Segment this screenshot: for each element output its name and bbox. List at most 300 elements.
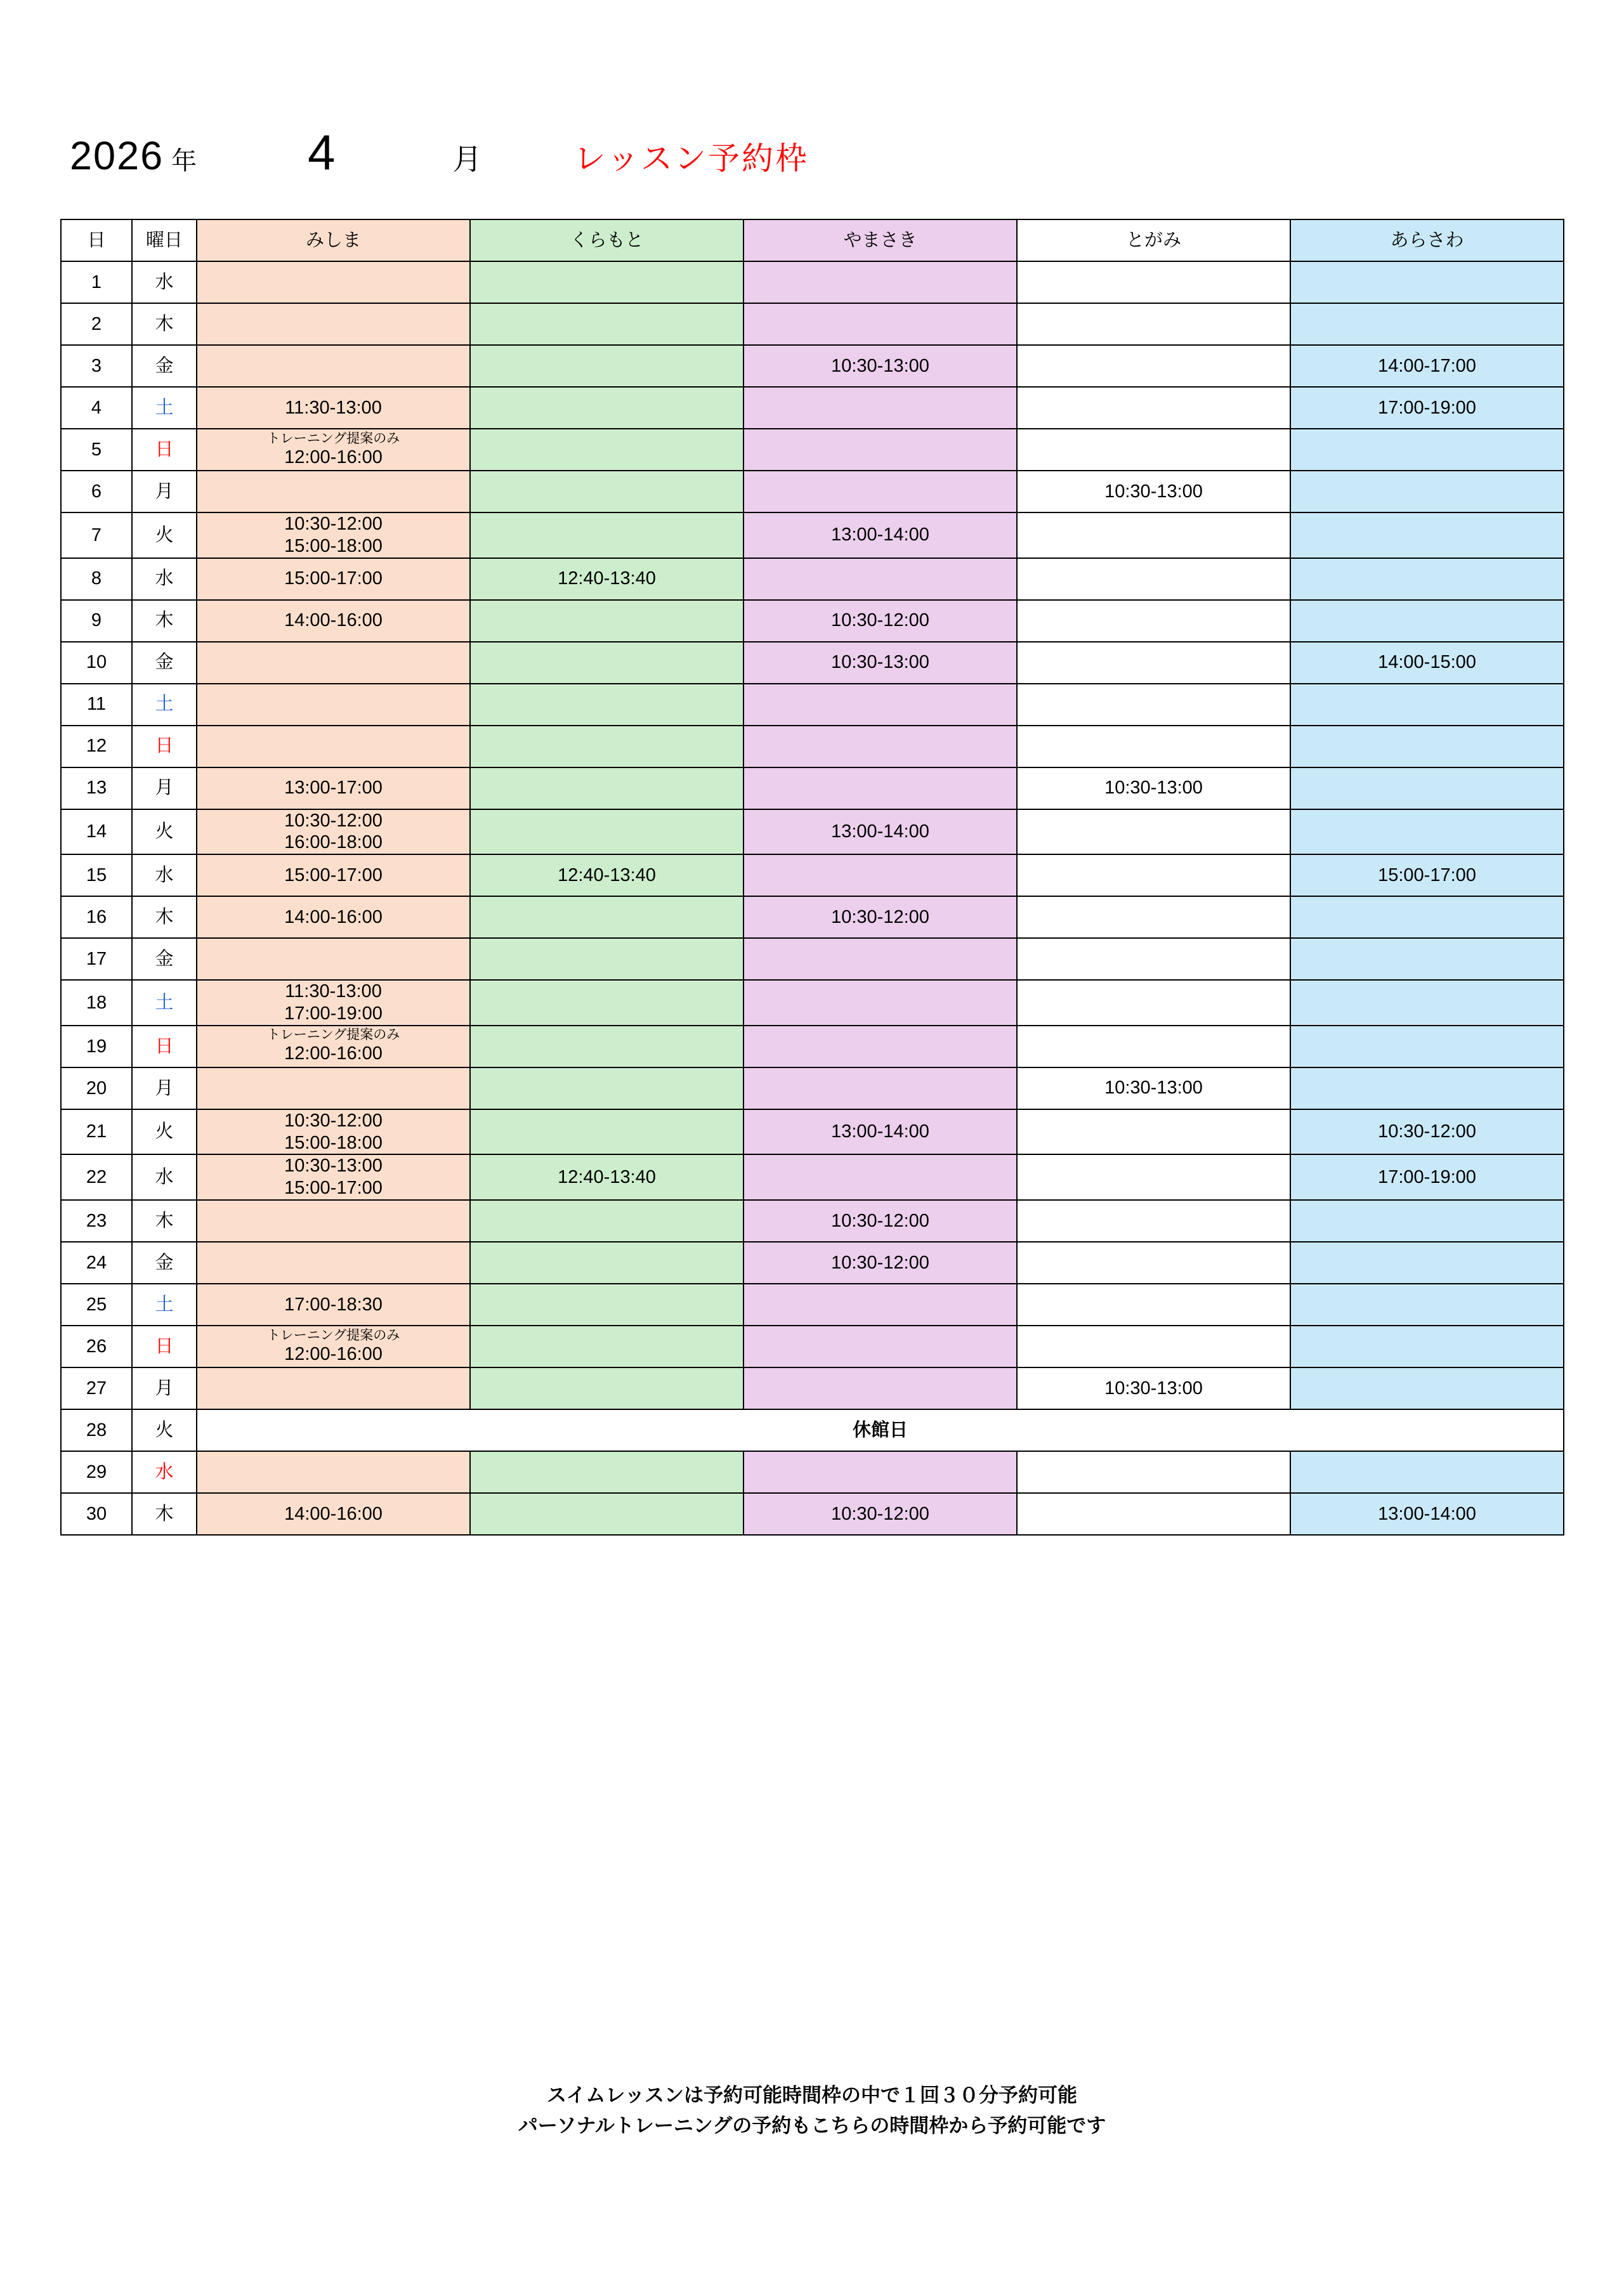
cell-slot-arasawa[interactable]	[1290, 303, 1564, 345]
cell-day-of-week: 日	[132, 1026, 197, 1067]
cell-day-of-week: 月	[132, 1067, 197, 1109]
cell-slot-togami[interactable]	[1017, 387, 1290, 429]
cell-day-of-week: 月	[132, 767, 197, 809]
cell-slot-kuramoto[interactable]	[470, 1200, 743, 1242]
slot-time: 13:00-14:00	[831, 1121, 929, 1142]
slot-time: 10:30-13:00	[831, 652, 929, 673]
cell-day-of-week: 水	[132, 1451, 197, 1493]
cell-slot-togami[interactable]	[1017, 471, 1290, 512]
cell-slot-arasawa[interactable]	[1290, 558, 1564, 600]
table-row	[61, 1067, 1564, 1109]
table-row	[61, 600, 1564, 642]
cell-slot-arasawa[interactable]	[1290, 1451, 1564, 1493]
cell-slot-arasawa[interactable]	[1290, 1067, 1564, 1109]
cell-slot-arasawa[interactable]	[1290, 809, 1564, 855]
cell-slot-mishima[interactable]	[197, 854, 470, 896]
slot-note: トレーニング提案のみ	[266, 1327, 400, 1343]
cell-slot-kuramoto[interactable]	[470, 980, 743, 1026]
cell-slot-kuramoto[interactable]	[470, 1451, 743, 1493]
cell-day-of-week: 土	[132, 980, 197, 1026]
cell-slot-arasawa[interactable]	[1290, 1200, 1564, 1242]
cell-day-of-week: 木	[132, 1200, 197, 1242]
slot-time: 10:30-12:00	[831, 1252, 929, 1273]
table-header-row	[61, 219, 1564, 261]
slot-time: 12:00-16:00	[284, 1043, 383, 1064]
slot-time: 15:00-17:00	[1378, 864, 1476, 885]
header-day: 日	[61, 219, 132, 261]
table-row	[61, 726, 1564, 767]
slot-note: トレーニング提案のみ	[266, 1027, 400, 1043]
cell-slot-kuramoto[interactable]	[470, 345, 743, 387]
table-row	[61, 1154, 1564, 1200]
slot-time: 10:30-13:00	[1104, 481, 1203, 502]
cell-slot-arasawa[interactable]	[1290, 854, 1564, 896]
slot-time: 13:00-14:00	[831, 821, 929, 842]
cell-slot-yamasaki[interactable]	[743, 1326, 1017, 1367]
slot-time: 10:30-12:00	[831, 610, 929, 631]
cell-slot-togami[interactable]	[1017, 1109, 1290, 1155]
cell-slot-arasawa[interactable]	[1290, 726, 1564, 767]
cell-day-number: 14	[61, 809, 132, 855]
cell-slot-kuramoto[interactable]	[470, 1367, 743, 1409]
cell-slot-kuramoto[interactable]	[470, 512, 743, 558]
slot-time: 16:00-18:00	[284, 832, 383, 853]
slot-time: 13:00-14:00	[1378, 1503, 1476, 1524]
table-row	[61, 809, 1564, 855]
cell-slot-yamasaki[interactable]	[743, 558, 1017, 600]
cell-slot-yamasaki[interactable]	[743, 1367, 1017, 1409]
cell-slot-yamasaki[interactable]	[743, 1242, 1017, 1284]
cell-slot-mishima[interactable]	[197, 1367, 470, 1409]
cell-day-of-week: 金	[132, 1242, 197, 1284]
cell-slot-yamasaki[interactable]	[743, 429, 1017, 471]
cell-slot-togami[interactable]	[1017, 1367, 1290, 1409]
cell-slot-arasawa[interactable]	[1290, 1326, 1564, 1367]
cell-slot-yamasaki[interactable]	[743, 809, 1017, 855]
cell-slot-togami[interactable]	[1017, 767, 1290, 809]
cell-slot-togami[interactable]	[1017, 1451, 1290, 1493]
cell-slot-yamasaki[interactable]	[743, 767, 1017, 809]
cell-slot-yamasaki[interactable]	[743, 980, 1017, 1026]
cell-slot-yamasaki[interactable]	[743, 938, 1017, 980]
cell-day-number: 22	[61, 1154, 132, 1200]
cell-day-number: 20	[61, 1067, 132, 1109]
cell-slot-arasawa[interactable]	[1290, 642, 1564, 684]
cell-slot-arasawa[interactable]	[1290, 938, 1564, 980]
table-row	[61, 1109, 1564, 1155]
cell-slot-kuramoto[interactable]	[470, 558, 743, 600]
cell-slot-mishima[interactable]	[197, 1154, 470, 1200]
cell-slot-kuramoto[interactable]	[470, 387, 743, 429]
cell-slot-yamasaki[interactable]	[743, 512, 1017, 558]
slot-note: トレーニング提案のみ	[266, 431, 400, 446]
cell-day-of-week: 木	[132, 303, 197, 345]
title-caption: レッスン予約枠	[573, 141, 809, 176]
cell-slot-togami[interactable]	[1017, 896, 1290, 938]
cell-slot-kuramoto[interactable]	[470, 1242, 743, 1284]
cell-slot-yamasaki[interactable]	[743, 1493, 1017, 1535]
slot-time: 10:30-12:00	[284, 1110, 383, 1131]
table-row	[61, 387, 1564, 429]
title-month: 4	[308, 124, 336, 180]
cell-day-number: 13	[61, 767, 132, 809]
cell-slot-kuramoto[interactable]	[470, 1284, 743, 1326]
cell-day-of-week: 水	[132, 854, 197, 896]
cell-slot-yamasaki[interactable]	[743, 1109, 1017, 1155]
cell-slot-mishima[interactable]	[197, 387, 470, 429]
cell-slot-togami[interactable]	[1017, 303, 1290, 345]
cell-day-number: 16	[61, 896, 132, 938]
cell-slot-yamasaki[interactable]	[743, 345, 1017, 387]
slot-time: 15:00-18:00	[284, 1132, 383, 1153]
cell-day-of-week: 火	[132, 809, 197, 855]
slot-time: 10:30-13:00	[1104, 1078, 1203, 1099]
header-dow: 曜日	[132, 219, 197, 261]
cell-slot-arasawa[interactable]	[1290, 1493, 1564, 1535]
cell-slot-kuramoto[interactable]	[470, 1493, 743, 1535]
cell-slot-mishima[interactable]	[197, 642, 470, 684]
cell-slot-togami[interactable]	[1017, 1154, 1290, 1200]
cell-slot-togami[interactable]	[1017, 1026, 1290, 1067]
cell-slot-mishima[interactable]	[197, 1451, 470, 1493]
cell-slot-mishima[interactable]	[197, 512, 470, 558]
cell-slot-togami[interactable]	[1017, 600, 1290, 642]
cell-slot-arasawa[interactable]	[1290, 387, 1564, 429]
cell-day-of-week: 水	[132, 558, 197, 600]
cell-slot-mishima[interactable]	[197, 429, 470, 471]
table-row	[61, 303, 1564, 345]
slot-time: 12:00-16:00	[284, 1343, 383, 1364]
cell-slot-mishima[interactable]	[197, 684, 470, 726]
table-row	[61, 854, 1564, 896]
table-row	[61, 980, 1564, 1026]
cell-slot-mishima[interactable]	[197, 1326, 470, 1367]
cell-slot-mishima[interactable]	[197, 558, 470, 600]
cell-slot-togami[interactable]	[1017, 558, 1290, 600]
cell-slot-mishima[interactable]	[197, 1493, 470, 1535]
slot-time: 12:00-16:00	[284, 447, 383, 467]
cell-slot-kuramoto[interactable]	[470, 429, 743, 471]
cell-day-number: 11	[61, 684, 132, 726]
cell-slot-kuramoto[interactable]	[470, 1026, 743, 1067]
cell-day-number: 6	[61, 471, 132, 512]
cell-slot-kuramoto[interactable]	[470, 642, 743, 684]
cell-slot-arasawa[interactable]	[1290, 1154, 1564, 1200]
cell-slot-mishima[interactable]	[197, 600, 470, 642]
header-kuramoto: くらもと	[470, 219, 743, 261]
cell-slot-togami[interactable]	[1017, 261, 1290, 303]
slot-time: 14:00-16:00	[284, 610, 383, 631]
cell-slot-kuramoto[interactable]	[470, 726, 743, 767]
cell-day-number: 21	[61, 1109, 132, 1155]
cell-slot-yamasaki[interactable]	[743, 1154, 1017, 1200]
cell-day-number: 4	[61, 387, 132, 429]
cell-slot-togami[interactable]	[1017, 980, 1290, 1026]
cell-day-number: 12	[61, 726, 132, 767]
cell-slot-kuramoto[interactable]	[470, 1154, 743, 1200]
cell-slot-yamasaki[interactable]	[743, 854, 1017, 896]
schedule-table	[60, 219, 1564, 1536]
cell-slot-yamasaki[interactable]	[743, 1067, 1017, 1109]
cell-slot-yamasaki[interactable]	[743, 1200, 1017, 1242]
cell-day-of-week: 金	[132, 345, 197, 387]
cell-slot-togami[interactable]	[1017, 345, 1290, 387]
header-yamasaki: やまさき	[743, 219, 1017, 261]
slot-time: 14:00-16:00	[284, 906, 383, 927]
cell-slot-togami[interactable]	[1017, 642, 1290, 684]
slot-time: 13:00-17:00	[284, 778, 383, 799]
cell-day-of-week: 水	[132, 1154, 197, 1200]
cell-slot-yamasaki[interactable]	[743, 600, 1017, 642]
slot-time: 13:00-14:00	[831, 525, 929, 545]
cell-slot-mishima[interactable]	[197, 1284, 470, 1326]
cell-slot-kuramoto[interactable]	[470, 303, 743, 345]
cell-slot-kuramoto[interactable]	[470, 767, 743, 809]
cell-slot-kuramoto[interactable]	[470, 809, 743, 855]
cell-day-number: 2	[61, 303, 132, 345]
cell-slot-arasawa[interactable]	[1290, 1026, 1564, 1067]
cell-day-number: 10	[61, 642, 132, 684]
table-row	[61, 345, 1564, 387]
cell-day-of-week: 土	[132, 684, 197, 726]
cell-day-number: 8	[61, 558, 132, 600]
slot-time: 15:00-18:00	[284, 535, 383, 556]
footer-line-2: パーソナルトレーニングの予約もこちらの時間枠から予約可能です	[518, 2115, 1106, 2137]
cell-slot-yamasaki[interactable]	[743, 642, 1017, 684]
slot-time: 12:40-13:40	[558, 568, 656, 589]
cell-slot-yamasaki[interactable]	[743, 726, 1017, 767]
cell-slot-arasawa[interactable]	[1290, 345, 1564, 387]
title-month-unit: 月	[452, 143, 482, 176]
slot-time: 15:00-17:00	[284, 864, 383, 885]
title-year: 2026	[70, 134, 164, 178]
cell-slot-mishima[interactable]	[197, 1067, 470, 1109]
cell-slot-mishima[interactable]	[197, 938, 470, 980]
cell-day-of-week: 日	[132, 429, 197, 471]
slot-time: 17:00-19:00	[1378, 397, 1476, 418]
cell-day-of-week: 日	[132, 1326, 197, 1367]
cell-slot-arasawa[interactable]	[1290, 471, 1564, 512]
slot-time: 17:00-19:00	[1378, 1166, 1476, 1187]
cell-day-of-week: 火	[132, 1409, 197, 1451]
cell-slot-arasawa[interactable]	[1290, 429, 1564, 471]
cell-slot-arasawa[interactable]	[1290, 896, 1564, 938]
cell-slot-yamasaki[interactable]	[743, 1026, 1017, 1067]
cell-slot-kuramoto[interactable]	[470, 896, 743, 938]
cell-day-of-week: 金	[132, 938, 197, 980]
cell-day-of-week: 月	[132, 471, 197, 512]
cell-slot-kuramoto[interactable]	[470, 600, 743, 642]
cell-day-number: 27	[61, 1367, 132, 1409]
cell-slot-mishima[interactable]	[197, 980, 470, 1026]
cell-slot-arasawa[interactable]	[1290, 1242, 1564, 1284]
slot-time: 14:00-16:00	[284, 1503, 383, 1524]
cell-day-number: 26	[61, 1326, 132, 1367]
cell-slot-togami[interactable]	[1017, 429, 1290, 471]
cell-slot-togami[interactable]	[1017, 809, 1290, 855]
cell-slot-togami[interactable]	[1017, 512, 1290, 558]
page-title	[70, 124, 1554, 181]
table-row	[61, 896, 1564, 938]
cell-slot-arasawa[interactable]	[1290, 1367, 1564, 1409]
slot-time: 10:30-12:00	[284, 514, 383, 534]
cell-slot-mishima[interactable]	[197, 767, 470, 809]
table-row	[61, 1242, 1564, 1284]
cell-slot-togami[interactable]	[1017, 854, 1290, 896]
cell-slot-kuramoto[interactable]	[470, 1109, 743, 1155]
table-row	[61, 429, 1564, 471]
slot-time: 12:40-13:40	[558, 864, 656, 885]
cell-slot-togami[interactable]	[1017, 684, 1290, 726]
cell-day-of-week: 水	[132, 261, 197, 303]
table-row	[61, 1026, 1564, 1067]
table-row	[61, 1451, 1564, 1493]
table-row	[61, 1367, 1564, 1409]
table-row	[61, 558, 1564, 600]
cell-slot-arasawa[interactable]	[1290, 767, 1564, 809]
cell-slot-arasawa[interactable]	[1290, 1109, 1564, 1155]
cell-slot-togami[interactable]	[1017, 726, 1290, 767]
slot-time: 10:30-13:00	[284, 1156, 383, 1177]
table-body	[61, 261, 1564, 1535]
table-row	[61, 1493, 1564, 1535]
cell-day-number: 24	[61, 1242, 132, 1284]
slot-time: 11:30-13:00	[285, 981, 382, 1002]
cell-slot-mishima[interactable]	[197, 471, 470, 512]
cell-day-of-week: 土	[132, 1284, 197, 1326]
cell-slot-arasawa[interactable]	[1290, 600, 1564, 642]
cell-closed-day: 休館日	[197, 1409, 1564, 1451]
cell-slot-kuramoto[interactable]	[470, 854, 743, 896]
table-row	[61, 1409, 1564, 1451]
cell-day-of-week: 日	[132, 726, 197, 767]
slot-time: 17:00-18:30	[284, 1294, 383, 1315]
cell-slot-togami[interactable]	[1017, 1200, 1290, 1242]
cell-slot-yamasaki[interactable]	[743, 471, 1017, 512]
cell-slot-mishima[interactable]	[197, 303, 470, 345]
slot-time: 15:00-17:00	[284, 1178, 383, 1199]
cell-slot-mishima[interactable]	[197, 726, 470, 767]
table-row	[61, 1284, 1564, 1326]
table-row	[61, 642, 1564, 684]
cell-slot-yamasaki[interactable]	[743, 303, 1017, 345]
cell-slot-arasawa[interactable]	[1290, 980, 1564, 1026]
cell-day-number: 30	[61, 1493, 132, 1535]
table-row	[61, 512, 1564, 558]
cell-day-number: 28	[61, 1409, 132, 1451]
slot-time: 15:00-17:00	[284, 568, 383, 589]
footer-notes	[0, 2080, 1624, 2141]
header-arasawa: あらさわ	[1290, 219, 1564, 261]
slot-time: 10:30-13:00	[831, 355, 929, 376]
cell-day-number: 19	[61, 1026, 132, 1067]
header-mishima: みしま	[197, 219, 470, 261]
cell-slot-yamasaki[interactable]	[743, 1284, 1017, 1326]
cell-day-number: 5	[61, 429, 132, 471]
cell-slot-yamasaki[interactable]	[743, 1451, 1017, 1493]
slot-time: 11:30-13:00	[285, 397, 382, 418]
cell-day-number: 1	[61, 261, 132, 303]
slot-time: 14:00-15:00	[1378, 652, 1476, 673]
footer-line-1: スイムレッスンは予約可能時間枠の中で１回３０分予約可能	[546, 2084, 1078, 2106]
table-row	[61, 1200, 1564, 1242]
cell-slot-kuramoto[interactable]	[470, 938, 743, 980]
cell-slot-mishima[interactable]	[197, 896, 470, 938]
cell-day-number: 23	[61, 1200, 132, 1242]
cell-day-number: 15	[61, 854, 132, 896]
slot-time: 10:30-12:00	[831, 1503, 929, 1524]
title-year-unit: 年	[171, 147, 197, 175]
cell-day-of-week: 土	[132, 387, 197, 429]
slot-time: 10:30-12:00	[1378, 1121, 1476, 1142]
table-row	[61, 261, 1564, 303]
cell-day-number: 7	[61, 512, 132, 558]
cell-slot-kuramoto[interactable]	[470, 1067, 743, 1109]
cell-day-number: 18	[61, 980, 132, 1026]
cell-slot-mishima[interactable]	[197, 345, 470, 387]
slot-time: 10:30-13:00	[1104, 1378, 1203, 1399]
cell-day-of-week: 木	[132, 600, 197, 642]
slot-time: 10:30-12:00	[831, 1210, 929, 1231]
cell-slot-kuramoto[interactable]	[470, 1326, 743, 1367]
slot-time: 17:00-19:00	[284, 1003, 383, 1024]
cell-slot-kuramoto[interactable]	[470, 471, 743, 512]
cell-day-of-week: 金	[132, 642, 197, 684]
cell-slot-mishima[interactable]	[197, 1026, 470, 1067]
header-togami: とがみ	[1017, 219, 1290, 261]
cell-slot-mishima[interactable]	[197, 1242, 470, 1284]
table-row	[61, 938, 1564, 980]
cell-day-of-week: 木	[132, 896, 197, 938]
slot-time: 10:30-13:00	[1104, 778, 1203, 799]
cell-slot-mishima[interactable]	[197, 1200, 470, 1242]
cell-slot-togami[interactable]	[1017, 1242, 1290, 1284]
cell-day-number: 25	[61, 1284, 132, 1326]
cell-day-of-week: 月	[132, 1367, 197, 1409]
cell-slot-yamasaki[interactable]	[743, 261, 1017, 303]
cell-slot-arasawa[interactable]	[1290, 684, 1564, 726]
cell-slot-arasawa[interactable]	[1290, 512, 1564, 558]
cell-slot-togami[interactable]	[1017, 1067, 1290, 1109]
cell-day-of-week: 火	[132, 1109, 197, 1155]
cell-slot-kuramoto[interactable]	[470, 684, 743, 726]
cell-day-number: 17	[61, 938, 132, 980]
cell-slot-yamasaki[interactable]	[743, 684, 1017, 726]
cell-day-number: 9	[61, 600, 132, 642]
cell-slot-togami[interactable]	[1017, 1493, 1290, 1535]
cell-slot-arasawa[interactable]	[1290, 261, 1564, 303]
table-row	[61, 1326, 1564, 1367]
table-row	[61, 684, 1564, 726]
cell-slot-yamasaki[interactable]	[743, 896, 1017, 938]
cell-day-number: 29	[61, 1451, 132, 1493]
slot-time: 12:40-13:40	[558, 1166, 656, 1187]
cell-slot-togami[interactable]	[1017, 1284, 1290, 1326]
table-row	[61, 767, 1564, 809]
cell-slot-togami[interactable]	[1017, 938, 1290, 980]
cell-slot-mishima[interactable]	[197, 261, 470, 303]
cell-slot-yamasaki[interactable]	[743, 387, 1017, 429]
cell-slot-mishima[interactable]	[197, 1109, 470, 1155]
cell-slot-mishima[interactable]	[197, 809, 470, 855]
cell-slot-togami[interactable]	[1017, 1326, 1290, 1367]
table-row	[61, 471, 1564, 512]
cell-day-of-week: 火	[132, 512, 197, 558]
cell-slot-kuramoto[interactable]	[470, 261, 743, 303]
cell-day-number: 3	[61, 345, 132, 387]
cell-day-of-week: 木	[132, 1493, 197, 1535]
cell-slot-arasawa[interactable]	[1290, 1284, 1564, 1326]
